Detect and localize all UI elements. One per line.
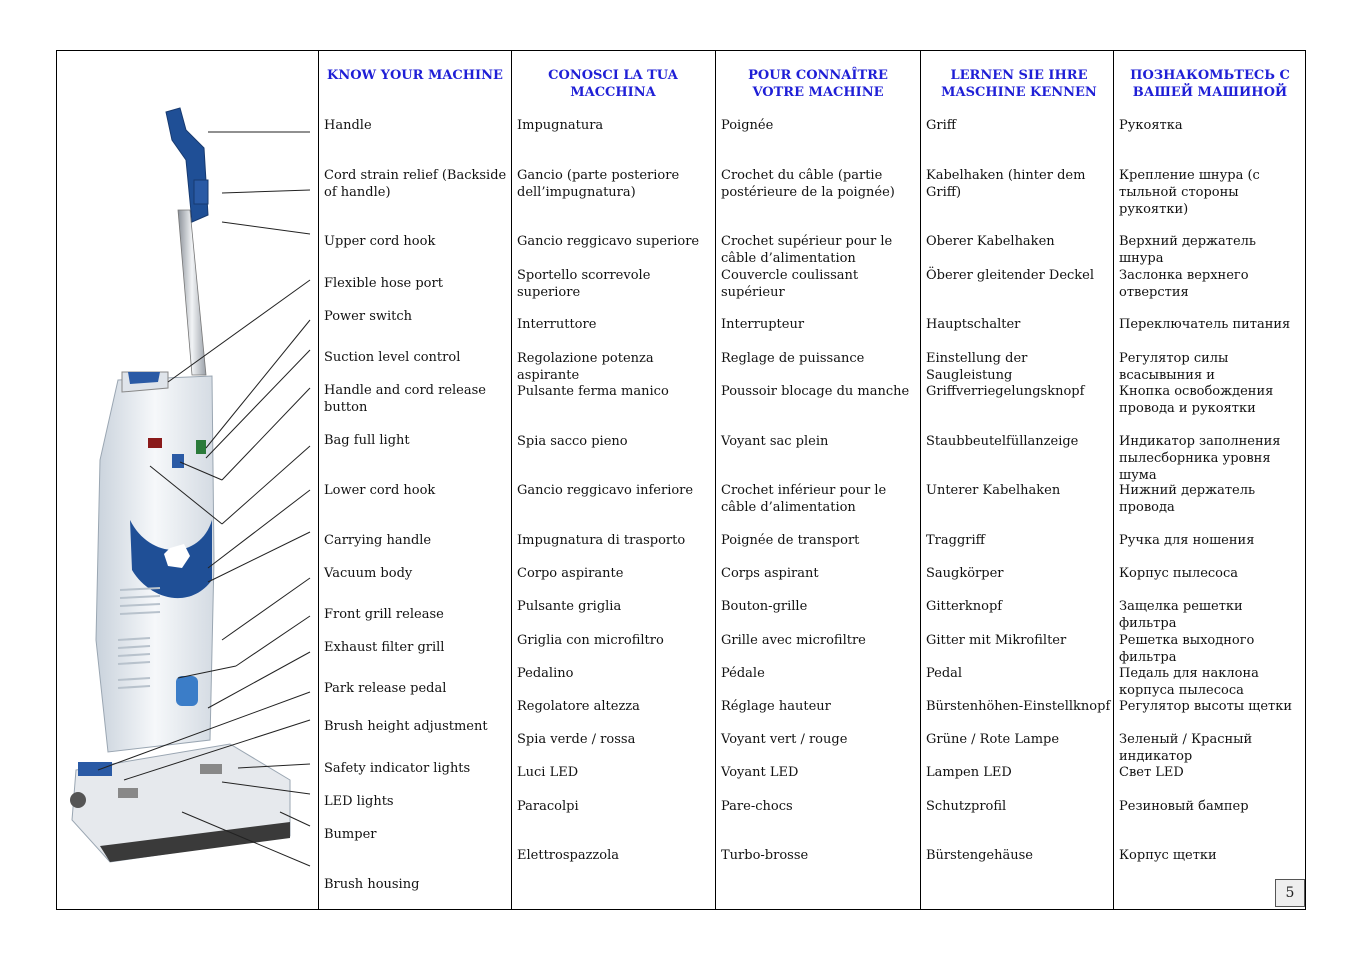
header-italian: CONOSCI LA TUA MACCHINA <box>548 68 678 100</box>
part-label: Ручка для ношения <box>1119 533 1255 548</box>
part-label: Регулятор высоты щетки <box>1119 699 1293 714</box>
part-label: Pulsante ferma manico <box>517 384 669 399</box>
part-label: Sportello scorrevole superiore <box>517 268 651 300</box>
part-label: Poignée <box>721 118 774 133</box>
part-label: Kabelhaken (hinter dem Griff) <box>926 168 1086 200</box>
part-label: Педаль для наклона корпуса пылесоса <box>1119 666 1259 698</box>
part-label: Bumper <box>324 827 377 842</box>
part-label: Corps aspirant <box>721 566 819 581</box>
part-label: Crochet inférieur pour le câble d’alimentation <box>721 483 887 515</box>
part-label: Poussoir blocage du manche <box>721 384 910 399</box>
part-label: Traggriff <box>926 533 985 548</box>
column-divider <box>318 51 319 909</box>
part-label: Резиновый бампер <box>1119 799 1249 814</box>
part-label: Griffverriegelungsknopf <box>926 384 1085 399</box>
part-label: Pulsante griglia <box>517 599 622 614</box>
part-label: Кнопка освобождения провода и рукоятки <box>1119 384 1274 416</box>
part-label: LED lights <box>324 794 394 809</box>
part-label: Vacuum body <box>324 566 413 581</box>
part-label: Regolatore altezza <box>517 699 640 714</box>
part-label: Handle <box>324 118 372 133</box>
part-label: Flexible hose port <box>324 276 443 291</box>
header-french: POUR CONNAÎTRE VOTRE MACHINE <box>748 68 888 100</box>
part-label: Griff <box>926 118 956 133</box>
part-label: Unterer Kabelhaken <box>926 483 1061 498</box>
part-label: Bag full light <box>324 433 410 448</box>
part-label: Reglage de puissance <box>721 351 865 366</box>
part-label: Grille avec microfiltre <box>721 633 866 648</box>
part-label: Корпус пылесоса <box>1119 566 1239 581</box>
part-label: Заслонка верхнего отверстия <box>1119 268 1249 300</box>
part-label: Bürstenhöhen-Einstellknopf <box>926 699 1111 714</box>
part-label: Pedal <box>926 666 963 681</box>
part-label: Voyant vert / rouge <box>721 732 848 747</box>
part-label: Pedalino <box>517 666 574 681</box>
part-label: Oberer Kabelhaken <box>926 234 1055 249</box>
part-label: Impugnatura di trasporto <box>517 533 686 548</box>
part-label: Spia sacco pieno <box>517 434 628 449</box>
part-label: Решетка выходного фильтра <box>1119 633 1255 665</box>
part-label: Handle and cord release button <box>324 383 486 415</box>
part-label: Park release pedal <box>324 681 447 696</box>
part-label: Upper cord hook <box>324 234 436 249</box>
column-divider <box>920 51 921 909</box>
part-label: Корпус щетки <box>1119 848 1217 863</box>
part-label: Corpo aspirante <box>517 566 624 581</box>
part-label: Индикатор заполнения пылесборника уровня шума <box>1119 434 1281 483</box>
part-label: Рукоятка <box>1119 118 1183 133</box>
parts-table <box>56 50 1306 910</box>
column-divider <box>715 51 716 909</box>
part-label: Saugkörper <box>926 566 1004 581</box>
part-label: Poignée de transport <box>721 533 860 548</box>
part-label: Interrupteur <box>721 317 805 332</box>
part-label: Pédale <box>721 666 765 681</box>
part-label: Exhaust filter grill <box>324 640 445 655</box>
part-label: Gitterknopf <box>926 599 1003 614</box>
header-german: LERNEN SIE IHRE MASCHINE KENNEN <box>941 68 1097 100</box>
part-label: Schutzprofil <box>926 799 1007 814</box>
part-label: Crochet du câble (partie postérieure de la poignée) <box>721 168 895 200</box>
part-label: Hauptschalter <box>926 317 1021 332</box>
part-label: Voyant LED <box>721 765 799 780</box>
part-label: Gancio reggicavo superiore <box>517 234 700 249</box>
part-label: Нижний держатель провода <box>1119 483 1256 515</box>
part-label: Cord strain relief (Backside of handle) <box>324 168 507 200</box>
part-label: Suction level control <box>324 350 461 365</box>
part-label: Griglia con microfiltro <box>517 633 664 648</box>
part-label: Крепление шнура (с тыльной стороны рукоятки) <box>1119 168 1260 217</box>
part-label: Elettrospazzola <box>517 848 620 863</box>
part-label: Voyant sac plein <box>721 434 829 449</box>
header-russian: ПОЗНАКОМЬТЕСЬ С ВАШЕЙ МАШИНОЙ <box>1130 68 1290 100</box>
part-label: Turbo-brosse <box>721 848 809 863</box>
part-label: Réglage hauteur <box>721 699 831 714</box>
part-label: Paracolpi <box>517 799 579 814</box>
column-divider <box>1113 51 1114 909</box>
part-label: Impugnatura <box>517 118 604 133</box>
page-number: 5 <box>1275 879 1305 907</box>
part-label: Защелка решетки фильтра <box>1119 599 1243 631</box>
part-label: Power switch <box>324 309 413 324</box>
part-label: Staubbeutelfüllanzeige <box>926 434 1079 449</box>
part-label: Safety indicator lights <box>324 761 471 776</box>
part-label: Interruttore <box>517 317 597 332</box>
part-label: Bürstengehäuse <box>926 848 1033 863</box>
part-label: Верхний держатель шнура <box>1119 234 1256 266</box>
part-label: Регулятор силы всасывыния и <box>1119 351 1229 383</box>
part-label: Regolazione potenza aspirante <box>517 351 654 383</box>
part-label: Luci LED <box>517 765 579 780</box>
part-label: Couvercle coulissant supérieur <box>721 268 859 300</box>
header-english: KNOW YOUR MACHINE <box>327 68 503 83</box>
part-label: Einstellung der Saugleistung <box>926 351 1028 383</box>
part-label: Переключатель питания <box>1119 317 1291 332</box>
part-label: Pare-chocs <box>721 799 793 814</box>
part-label: Carrying handle <box>324 533 432 548</box>
part-label: Свет LED <box>1119 765 1184 780</box>
part-label: Lampen LED <box>926 765 1012 780</box>
part-label: Lower cord hook <box>324 483 436 498</box>
part-label: Spia verde / rossa <box>517 732 636 747</box>
part-label: Brush height adjustment <box>324 719 488 734</box>
part-label: Зеленый / Красный индикатор <box>1119 732 1253 764</box>
part-label: Brush housing <box>324 877 420 892</box>
part-label: Crochet supérieur pour le câble d’alimentation <box>721 234 893 266</box>
part-label: Gancio (parte posteriore dell’impugnatura) <box>517 168 680 200</box>
part-label: Gancio reggicavo inferiore <box>517 483 694 498</box>
part-label: Öberer gleitender Deckel <box>926 268 1095 283</box>
part-label: Grüne / Rote Lampe <box>926 732 1060 747</box>
part-label: Gitter mit Mikrofilter <box>926 633 1067 648</box>
part-label: Bouton-grille <box>721 599 808 614</box>
part-label: Front grill release <box>324 607 444 622</box>
